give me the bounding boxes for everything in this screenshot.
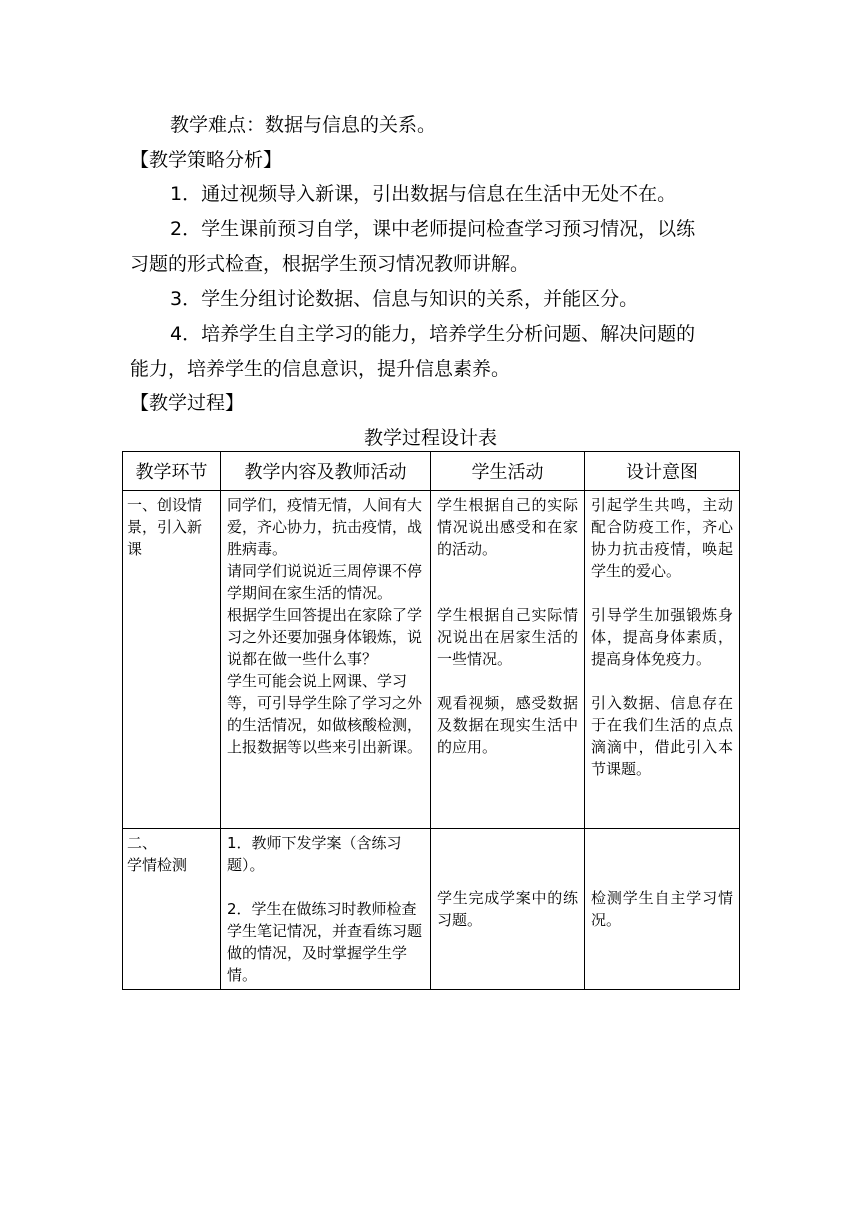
- row1-student-p1: 学生根据自己的实际情况说出感受和在家的活动。: [437, 496, 578, 558]
- process-heading: 【教学过程】: [130, 392, 245, 414]
- row2-intent: 检测学生自主学习情况。: [591, 889, 733, 929]
- row1-intent-cell: [585, 491, 740, 829]
- strategy-item-4-cont: 能力，培养学生的信息意识，提升信息素养。: [130, 358, 511, 380]
- row1-student-p2: 学生根据自己实际情况说出在居家生活的一些情况。: [437, 606, 578, 668]
- row2-student: 学生完成学案中的练习题。: [437, 889, 578, 929]
- strategy-item-2: [130, 212, 740, 282]
- row2-teacher-p1: 1．教师下发学案（含练习题）。: [227, 834, 402, 874]
- row2-teacher-p2: 2．学生在做练习时教师检查学生笔记情况，并查看练习题做的情况，及时掌握学生学情。: [227, 900, 423, 984]
- strategy-heading: 【教学策略分析】: [130, 149, 283, 171]
- row2-student-cell: [431, 829, 585, 990]
- table-header-row: [123, 452, 740, 491]
- row1-intent-p1: 引起学生共鸣，主动配合防疫工作，齐心协力抗击疫情，唤起学生的爱心。: [591, 496, 733, 580]
- row2-stage-name: 学情检测: [127, 856, 188, 874]
- row1-intent-p3: 引入数据、信息存在于在我们生活的点点滴滴中，借此引入本节课题。: [591, 694, 733, 778]
- row1-teacher-cell: [221, 491, 431, 829]
- row1-teacher-p4: 学生可能会说上网课、学习等，可引导学生除了学习之外的生活情况，如做核酸检测，上报数据等以些来引出新课。: [227, 672, 423, 756]
- row2-stage-cell: [123, 829, 221, 990]
- teaching-difficulty: 教学难点：数据与信息的关系。: [170, 114, 437, 136]
- table-row: [123, 491, 740, 829]
- strategy-item-4: [130, 317, 740, 387]
- strategy-item-1: [130, 177, 740, 212]
- strategy-item-4-text: 4．培养学生自主学习的能力，培养学生分析问题、解决问题的: [170, 323, 696, 345]
- row2-stage-number: 二、: [127, 834, 158, 852]
- row2-teacher-cell: [221, 829, 431, 990]
- header-teacher: 教学内容及教师活动: [221, 452, 431, 491]
- row1-stage: 一、创设情景，引入新课: [127, 496, 203, 558]
- row1-student-p3: 观看视频，感受数据及数据在现实生活中的应用。: [437, 694, 578, 756]
- process-design-table: [122, 451, 740, 990]
- header-stage: 教学环节: [123, 452, 221, 491]
- row1-intent-p2: 引导学生加强锻炼身体，提高身体素质，提高身体免疫力。: [591, 606, 733, 668]
- strategy-item-1-text: 1．通过视频导入新课，引出数据与信息在生活中无处不在。: [170, 183, 677, 205]
- header-student: 学生活动: [431, 452, 585, 491]
- row1-student-cell: [431, 491, 585, 829]
- strategy-item-3-text: 3．学生分组讨论数据、信息与知识的关系，并能区分。: [170, 288, 639, 310]
- strategy-item-3: [130, 282, 740, 317]
- row1-teacher-p2: 请同学们说说近三周停课不停学期间在家生活的情况。: [227, 562, 423, 602]
- strategy-item-2-cont: 习题的形式检查，根据学生预习情况教师讲解。: [130, 253, 530, 275]
- strategy-item-2-text: 2．学生课前预习自学，课中老师提问检查学习预习情况，以练: [170, 218, 696, 240]
- row1-teacher-p3: 根据学生回答提出在家除了学习之外还要加强身体锻炼，说说都在做一些什么事？: [227, 606, 423, 668]
- header-intent: 设计意图: [585, 452, 740, 491]
- table-row: [123, 829, 740, 990]
- row2-intent-cell: [585, 829, 740, 990]
- row1-stage-cell: [123, 491, 221, 829]
- row1-teacher-p1: 同学们，疫情无情，人间有大爱，齐心协力，抗击疫情，战胜病毒。: [227, 496, 423, 558]
- table-caption: 教学过程设计表: [363, 427, 497, 449]
